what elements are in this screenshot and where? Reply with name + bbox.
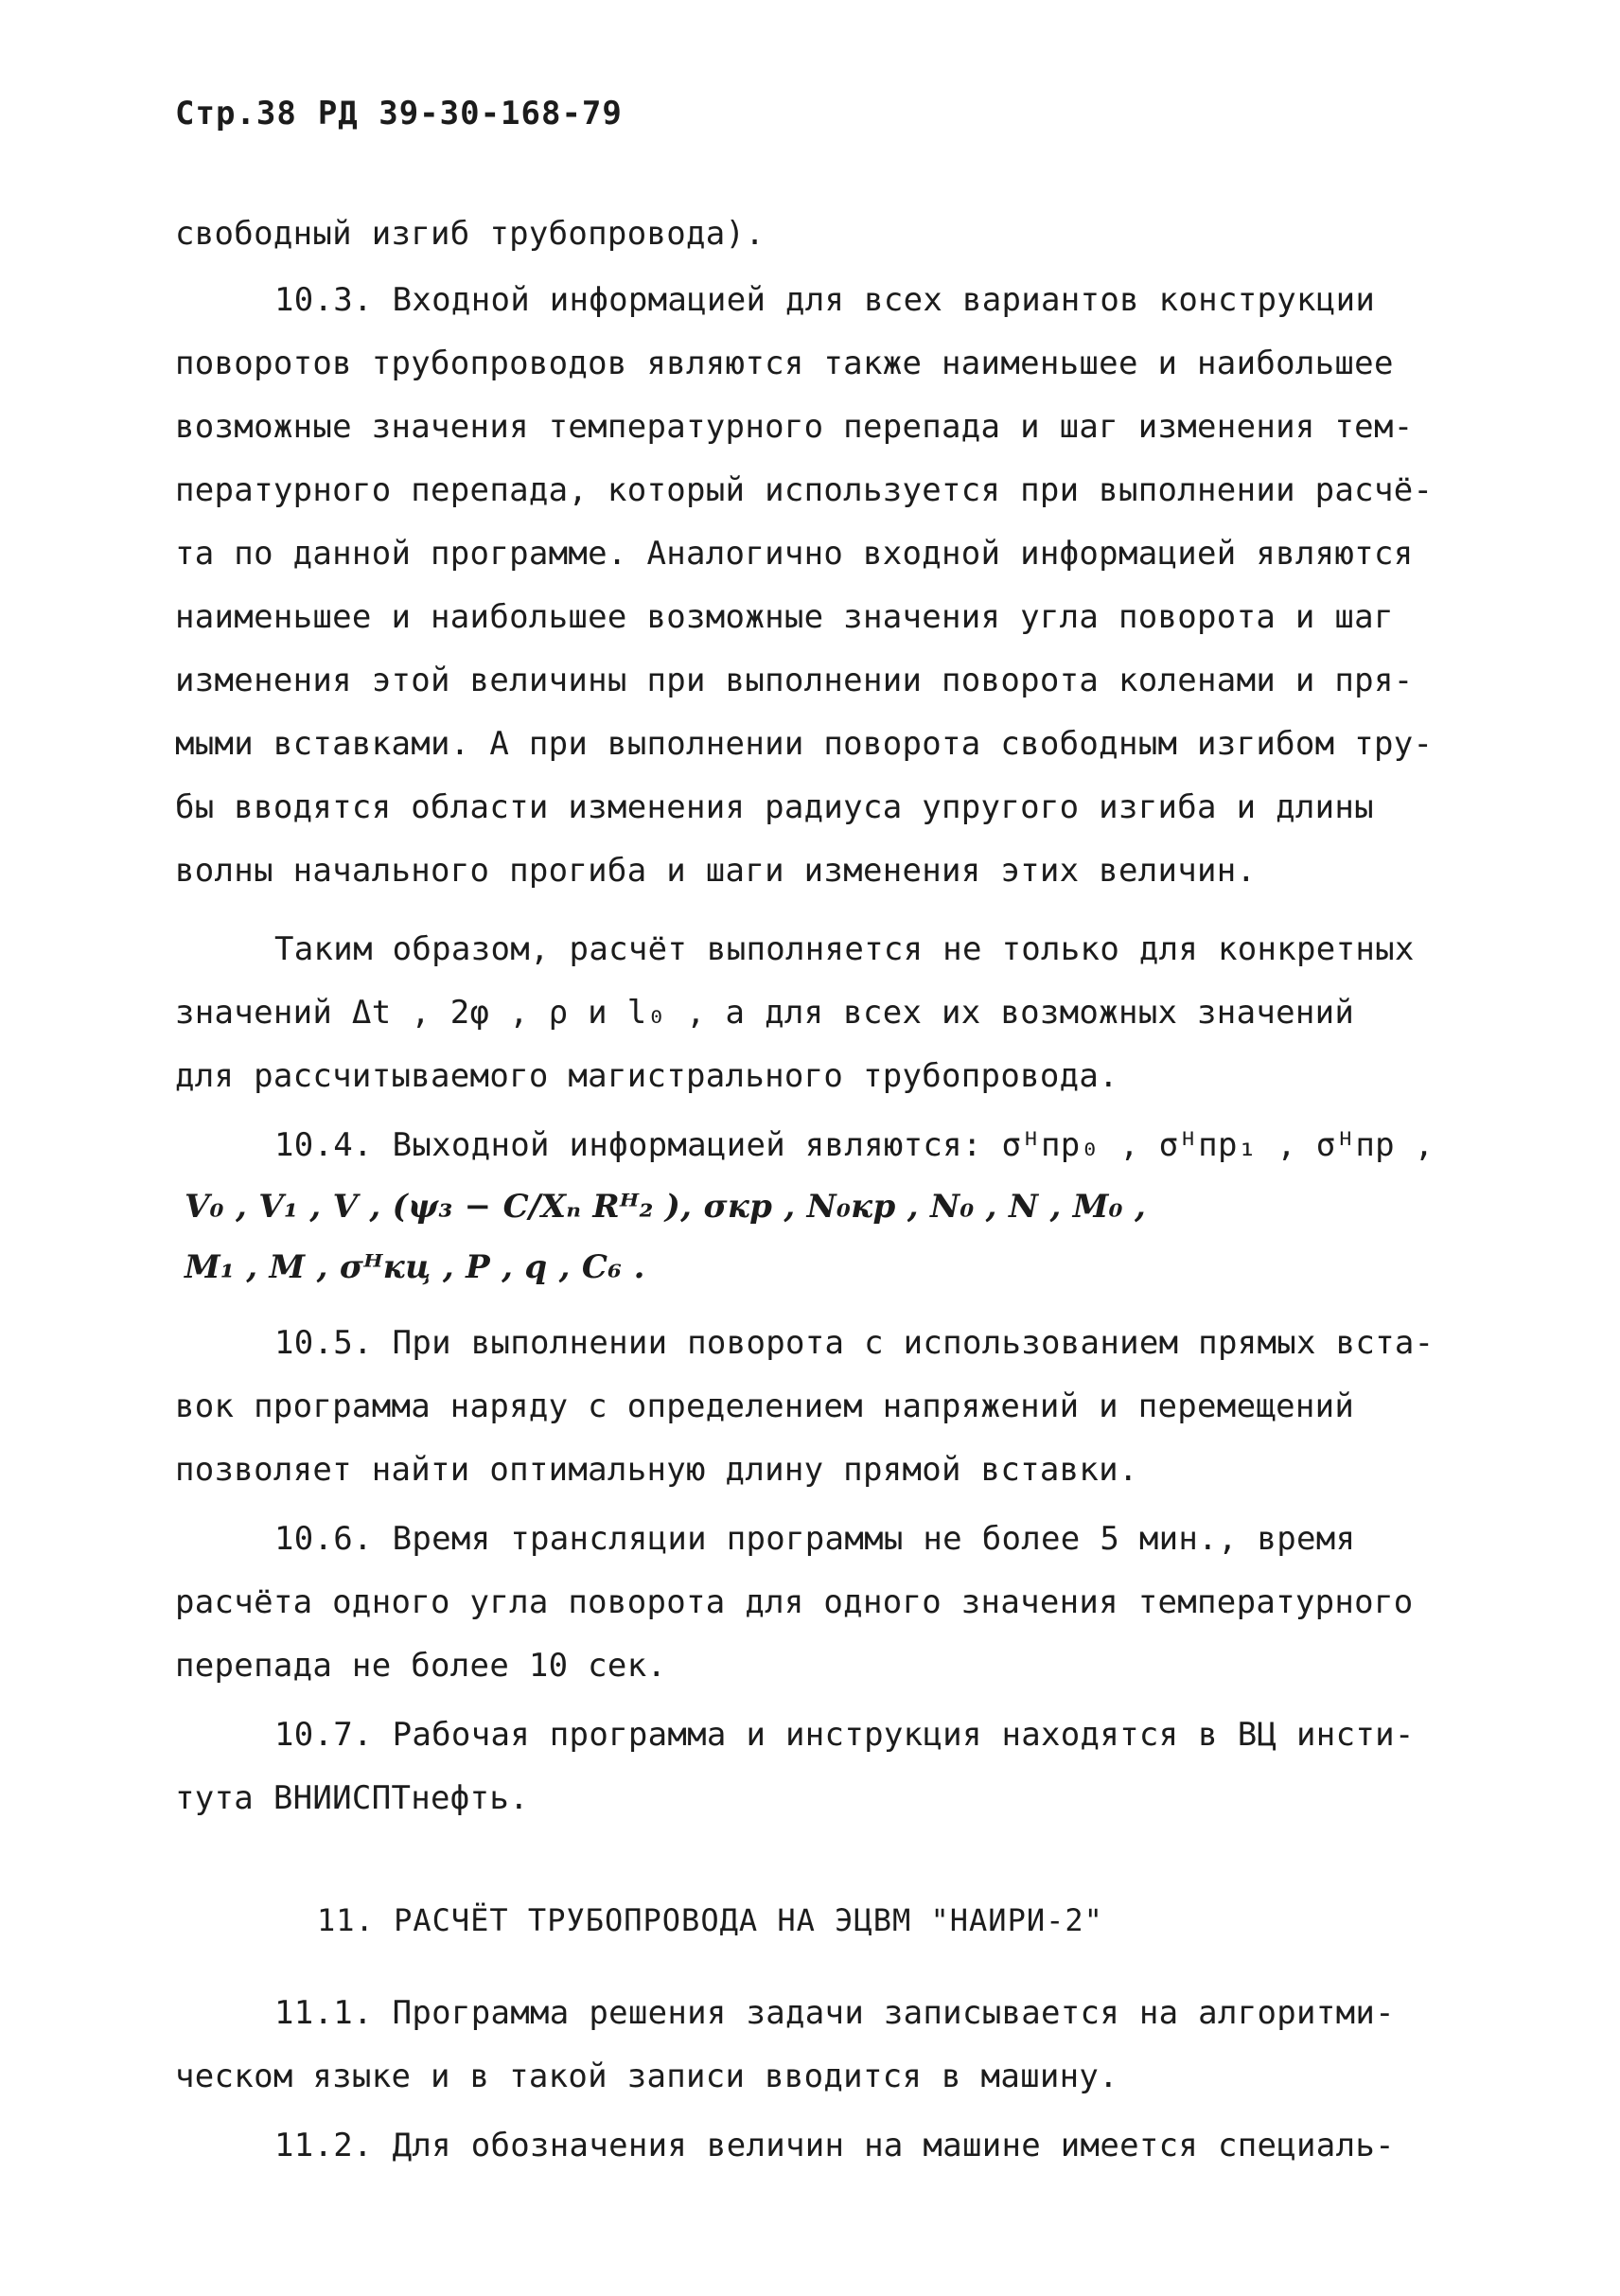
text-line: изменения этой величины при выполнении поворота коленами и пря-: [175, 662, 1414, 699]
paragraph-line: Таким образом, расчёт выполняется не только для конкретных: [274, 930, 1415, 968]
text-line: поворотов трубопроводов являются также наименьшее и наибольшее: [175, 344, 1394, 382]
paragraph-line: 11.2. Для обозначения величин на машине имеется специаль-: [274, 2127, 1395, 2164]
text-line: ческом языке и в такой записи вводится в машину.: [175, 2058, 1118, 2095]
text-line: пературного перепада, который используется при выполнении расчё-: [175, 471, 1434, 509]
paragraph-line: 10.5. При выполнении поворота с использованием прямых вста-: [274, 1324, 1435, 1362]
formula-line: V₀ , V₁ , V , (ψ₃ − C/Xₙ Rᴴ₂ ), σкр , N₀кр , N₀ , N , M₀ ,: [185, 1188, 1147, 1226]
paragraph-line: 10.6. Время трансляции программы не более 5 мин., время: [274, 1520, 1356, 1558]
section-heading: 11. РАСЧЁТ ТРУБОПРОВОДА НА ЭЦВМ "НАИРИ-2": [317, 1902, 1103, 1938]
text-line: наименьшее и наибольшее возможные значения угла поворота и шаг: [175, 598, 1394, 636]
text-line: волны начального прогиба и шаги изменения этих величин.: [175, 852, 1257, 890]
page-header: [175, 95, 623, 132]
formula-line: M₁ , M , σᴴкц , P , q , C₆ .: [185, 1248, 645, 1286]
text-line: перепада не более 10 сек.: [175, 1647, 667, 1685]
text-line: бы вводятся области изменения радиуса упругого изгиба и длины: [175, 788, 1374, 826]
text-line: возможные значения температурного перепада и шаг изменения тем-: [175, 408, 1414, 446]
paragraph-line: 10.4. Выходной информацией являются: σᴴпр₀ , σᴴпр₁ , σᴴпр ,: [274, 1126, 1435, 1164]
text-line: расчёта одного угла поворота для одного значения температурного: [175, 1583, 1414, 1621]
text-line: свободный изгиб трубопровода).: [175, 215, 766, 253]
text-line: тута ВНИИСПТнефть.: [175, 1779, 529, 1817]
text-line: для рассчитываемого магистрального трубопровода.: [175, 1057, 1118, 1095]
paragraph-line: 10.3. Входной информацией для всех вариантов конструкции: [274, 281, 1376, 319]
document-code: РД 39-30-168-79: [317, 95, 623, 132]
text-line: та по данной программе. Аналогично входной информацией являются: [175, 535, 1414, 573]
text-line: вок программа наряду с определением напряжений и перемещений: [175, 1387, 1355, 1425]
page-number: Стр.38: [175, 95, 297, 132]
text-line: мыми вставками. А при выполнении поворота свободным изгибом тру-: [175, 725, 1434, 763]
paragraph-line: 11.1. Программа решения задачи записывается на алгоритми-: [274, 1994, 1395, 2032]
paragraph-line: 10.7. Рабочая программа и инструкция находятся в ВЦ инсти-: [274, 1716, 1415, 1754]
text-line: позволяет найти оптимальную длину прямой вставки.: [175, 1451, 1138, 1489]
formula-line: значений Δt , 2φ , ρ и l₀ , а для всех их возможных значений: [175, 994, 1355, 1032]
